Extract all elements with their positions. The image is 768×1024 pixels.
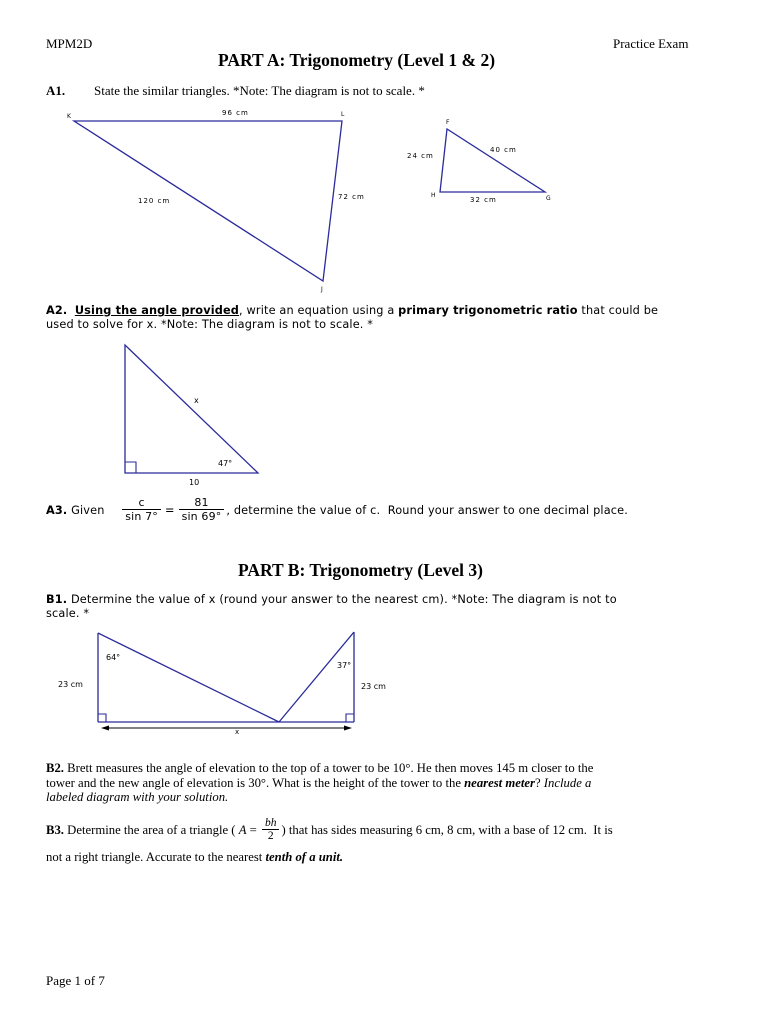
a3-fraction-left xyxy=(122,497,161,523)
side-fh-label: 24 cm xyxy=(407,152,434,160)
vertex-j-label: J xyxy=(321,286,323,293)
a2-text-mid: , write an equation using a xyxy=(239,304,399,317)
b2-question-line2 xyxy=(46,776,591,791)
right-slope xyxy=(279,632,354,722)
a3-given: Given xyxy=(67,503,109,517)
b2-question-line1 xyxy=(46,761,593,776)
b2-emphasis-nearest-meter: nearest meter xyxy=(464,776,535,790)
b3-text2: ) that has sides measuring 6 cm, 8 cm, with a base of 12 cm. It is xyxy=(281,822,613,837)
a2-emphasis-angle: Using the angle provided xyxy=(74,304,240,317)
a3-question xyxy=(46,497,628,523)
area-formula-fraction xyxy=(262,817,280,843)
b3-text-line2: not a right triangle. Accurate to the nearest xyxy=(46,850,266,864)
a1-number: A1. xyxy=(46,83,66,98)
page-number: Page 1 of 7 xyxy=(46,973,105,988)
left-slope xyxy=(98,633,279,722)
a2-triangle-shape xyxy=(125,345,258,473)
triangle-kjl-shape xyxy=(74,121,342,281)
b2-number: B2. xyxy=(46,761,64,775)
triangle-fhg xyxy=(407,119,551,204)
b1-number: B1. xyxy=(46,593,68,606)
a3-frac1-denominator: sin 7° xyxy=(125,510,158,523)
left-arrowhead-icon xyxy=(101,726,109,731)
side-kj-label: 120 cm xyxy=(138,197,171,205)
b2-text-line2: tower and the new angle of elevation is 30°. What is the height of the tower to the xyxy=(46,776,465,790)
side-fg-label: 40 cm xyxy=(490,146,517,154)
b2-instruction-part2: labeled diagram with your solution. xyxy=(46,790,229,804)
vertex-f-label: F xyxy=(446,119,450,126)
x-label: x xyxy=(235,728,240,736)
a2-text-end: that could be xyxy=(577,304,659,317)
a3-text-after: , determine the value of c. Round your answer to one decimal place. xyxy=(226,503,628,517)
b3-emphasis-tenth: tenth of a unit. xyxy=(265,850,344,864)
a2-number: A2. xyxy=(46,304,68,317)
b3-formula-equals: = xyxy=(246,822,260,837)
a3-frac2-numerator: 81 xyxy=(179,497,225,510)
vertex-h-label: H xyxy=(431,192,436,199)
right-side-label: 23 cm xyxy=(361,682,386,691)
b1-question-line1 xyxy=(46,593,617,606)
side-hg-label: 32 cm xyxy=(470,196,497,204)
part-b-title: PART B: Trigonometry (Level 3) xyxy=(238,560,483,580)
a2-question-line1 xyxy=(46,304,658,317)
triangle-fhg-shape xyxy=(440,129,545,192)
a3-equals: = xyxy=(164,503,175,517)
b3-formula-a: A xyxy=(238,822,247,837)
a3-frac2-denominator: sin 69° xyxy=(181,510,222,523)
b2-instruction-part1: Include a xyxy=(543,776,592,790)
right-angle-marker xyxy=(125,462,136,473)
left-angle-label: 64° xyxy=(106,653,121,662)
b3-text1: Determine the area of a triangle ( xyxy=(63,822,239,837)
b3-number: B3. xyxy=(46,822,64,837)
b1-diagram xyxy=(58,632,386,736)
a3-number: A3. xyxy=(46,503,68,517)
side-kl-label: 96 cm xyxy=(222,109,249,117)
document-type: Practice Exam xyxy=(613,36,689,51)
b1-question-line2: scale. * xyxy=(46,607,90,620)
a2-emphasis-ratio: primary trigonometric ratio xyxy=(398,304,578,317)
right-angle-label: 37° xyxy=(337,661,352,670)
a3-fraction-right xyxy=(179,497,225,523)
hypotenuse-label: x xyxy=(194,396,199,405)
b3-formula-numerator: bh xyxy=(262,817,280,830)
vertex-k-label: K xyxy=(67,113,71,120)
a2-question-line2: used to solve for x. *Note: The diagram is not to scale. * xyxy=(46,318,374,331)
a2-right-triangle xyxy=(125,345,258,487)
b3-formula-denominator: 2 xyxy=(267,830,274,842)
b1-text-line1: Determine the value of x (round your answer to the nearest cm). *Note: The diagram is not to xyxy=(67,593,617,606)
b2-question-mark: ? xyxy=(534,776,544,790)
vertex-g-label: G xyxy=(546,195,551,202)
a1-question: State the similar triangles. *Note: The diagram is not to scale. * xyxy=(94,83,425,98)
b3-question-line1 xyxy=(46,817,613,843)
right-right-angle-marker xyxy=(346,714,354,722)
base-label: 10 xyxy=(189,478,200,487)
part-a-title: PART A: Trigonometry (Level 1 & 2) xyxy=(218,50,496,70)
angle-label: 47° xyxy=(218,459,233,468)
a3-frac1-numerator: c xyxy=(122,497,161,510)
b2-text-line1: Brett measures the angle of elevation to the top of a tower to be 10°. He then moves 145 m closer to the xyxy=(63,761,594,775)
left-right-angle-marker xyxy=(98,714,106,722)
left-side-label: 23 cm xyxy=(58,680,83,689)
course-code: MPM2D xyxy=(46,36,93,51)
right-arrowhead-icon xyxy=(344,726,352,731)
triangle-kjl xyxy=(67,109,365,293)
side-lj-label: 72 cm xyxy=(338,193,365,201)
b3-question-line2 xyxy=(46,850,343,865)
vertex-l-label: L xyxy=(341,111,345,118)
